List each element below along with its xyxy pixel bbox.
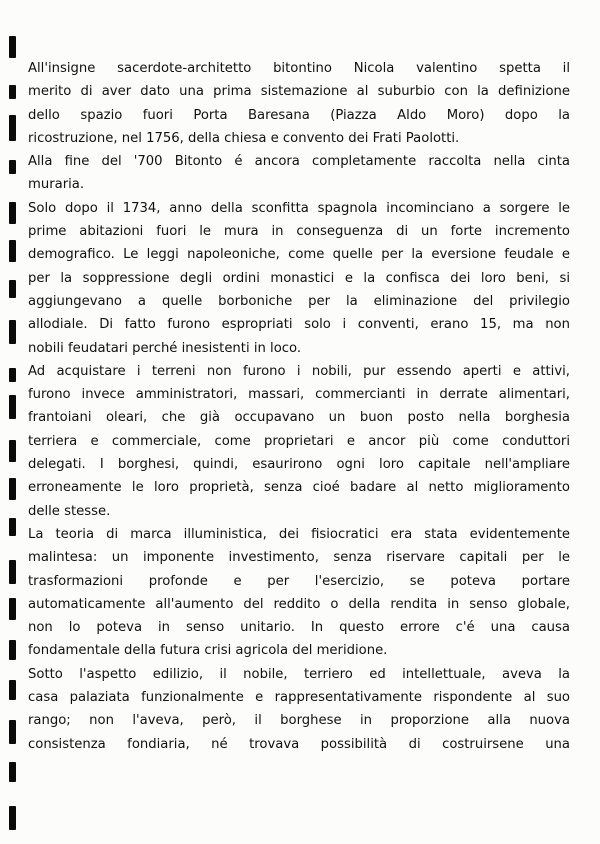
text-line: non lo poteva in senso unitario. In questo errore c'é una causa	[28, 620, 570, 636]
binding-mark	[9, 478, 16, 500]
text-line: nobili feudatari perché inesistenti in loco.	[28, 340, 302, 356]
text-line: ricostruzione, nel 1756, della chiesa e convento dei Frati Paolotti.	[28, 130, 460, 146]
text-line: terriera e commerciale, come proprietari e ancor più come conduttori	[28, 433, 570, 449]
binding-mark	[9, 518, 16, 536]
text-line: fondamentale della futura crisi agricola del meridione.	[28, 643, 388, 659]
text-line: All'insigne sacerdote-architetto bitontino Nicola valentino spetta il	[28, 61, 570, 76]
text-line: erroneamente le loro proprietà, senza cioé badare al netto miglioramento	[28, 480, 570, 496]
binding-mark	[9, 160, 16, 174]
binding-mark	[9, 115, 16, 141]
binding-mark	[9, 440, 16, 462]
text-line: consistenza fondiaria, né trovava possibilità di costruirsene una	[28, 736, 570, 752]
text-line: Solo dopo il 1734, anno della sconfitta spagnola incominciano a sorgere le	[28, 200, 570, 216]
binding-mark	[9, 806, 16, 830]
binding-mark	[9, 395, 16, 419]
binding-mark	[9, 36, 16, 58]
text-line: demografico. Le leggi napoleoniche, come quelle per la eversione feudale e	[28, 247, 570, 263]
binding-mark	[9, 202, 16, 224]
binding-mark	[9, 320, 16, 344]
text-line: dello spazio fuori Porta Baresana (Piazza Aldo Moro) dopo la	[28, 107, 570, 123]
binding-mark	[9, 680, 16, 700]
text-line: aggiungevano a quelle borboniche per la eliminazione del privilegio	[28, 293, 570, 309]
binding-mark	[9, 720, 16, 744]
text-line: automaticamente all'aumento del reddito o della rendita in senso globale,	[28, 596, 570, 612]
text-line: Ad acquistare i terreni non furono i nobili, pur essendo aperti e attivi,	[28, 363, 570, 379]
binding-mark	[9, 240, 16, 262]
text-line: prime abitazioni fuori le mura in conseguenza di un forte incremento	[28, 224, 570, 240]
binding-mark	[9, 560, 16, 584]
text-line: furono invece amministratori, massari, commercianti in derrate alimentari,	[28, 387, 570, 403]
binding-mark	[9, 280, 16, 298]
text-line: delegati. I borghesi, quindi, esaurirono ogni loro capitale nell'ampliare	[28, 457, 570, 473]
binding-mark	[9, 85, 16, 99]
text-line: Alla fine del '700 Bitonto é ancora completamente raccolta nella cinta	[28, 154, 570, 170]
text-line: frantoiani oleari, che già occupavano un buon posto nella borghesia	[28, 410, 570, 426]
text-line: delle stesse.	[28, 503, 111, 519]
text-line: muraria.	[28, 177, 85, 193]
binding-mark	[9, 598, 16, 620]
text-line: per la soppressione degli ordini monastici e la confisca dei loro beni, si	[28, 270, 570, 286]
text-line: trasformazioni profonde e per l'esercizio, se poteva portare	[28, 573, 570, 589]
text-line: allodiale. Di fatto furono espropriati solo i conventi, erano 15, ma non	[28, 317, 570, 333]
text-line: casa palaziata funzionalmente e rappresentativamente rispondente al suo	[28, 690, 570, 706]
text-line: rango; non l'aveva, però, il borghese in proporzione alla nuova	[28, 713, 570, 729]
text-line: La teoria di marca illuministica, dei fisiocratici era stata evidentemente	[28, 526, 570, 542]
binding-mark	[9, 640, 16, 660]
text-line: merito di aver dato una prima sistemazione al suburbio con la definizione	[28, 84, 570, 100]
binding-mark	[9, 762, 16, 782]
document-body	[28, 57, 570, 756]
binding-mark	[9, 368, 16, 382]
text-line: malintesa: un imponente investimento, senza riservare capitali per le	[28, 550, 570, 566]
text-line: Sotto l'aspetto edilizio, il nobile, terriero ed intellettuale, aveva la	[28, 666, 570, 682]
